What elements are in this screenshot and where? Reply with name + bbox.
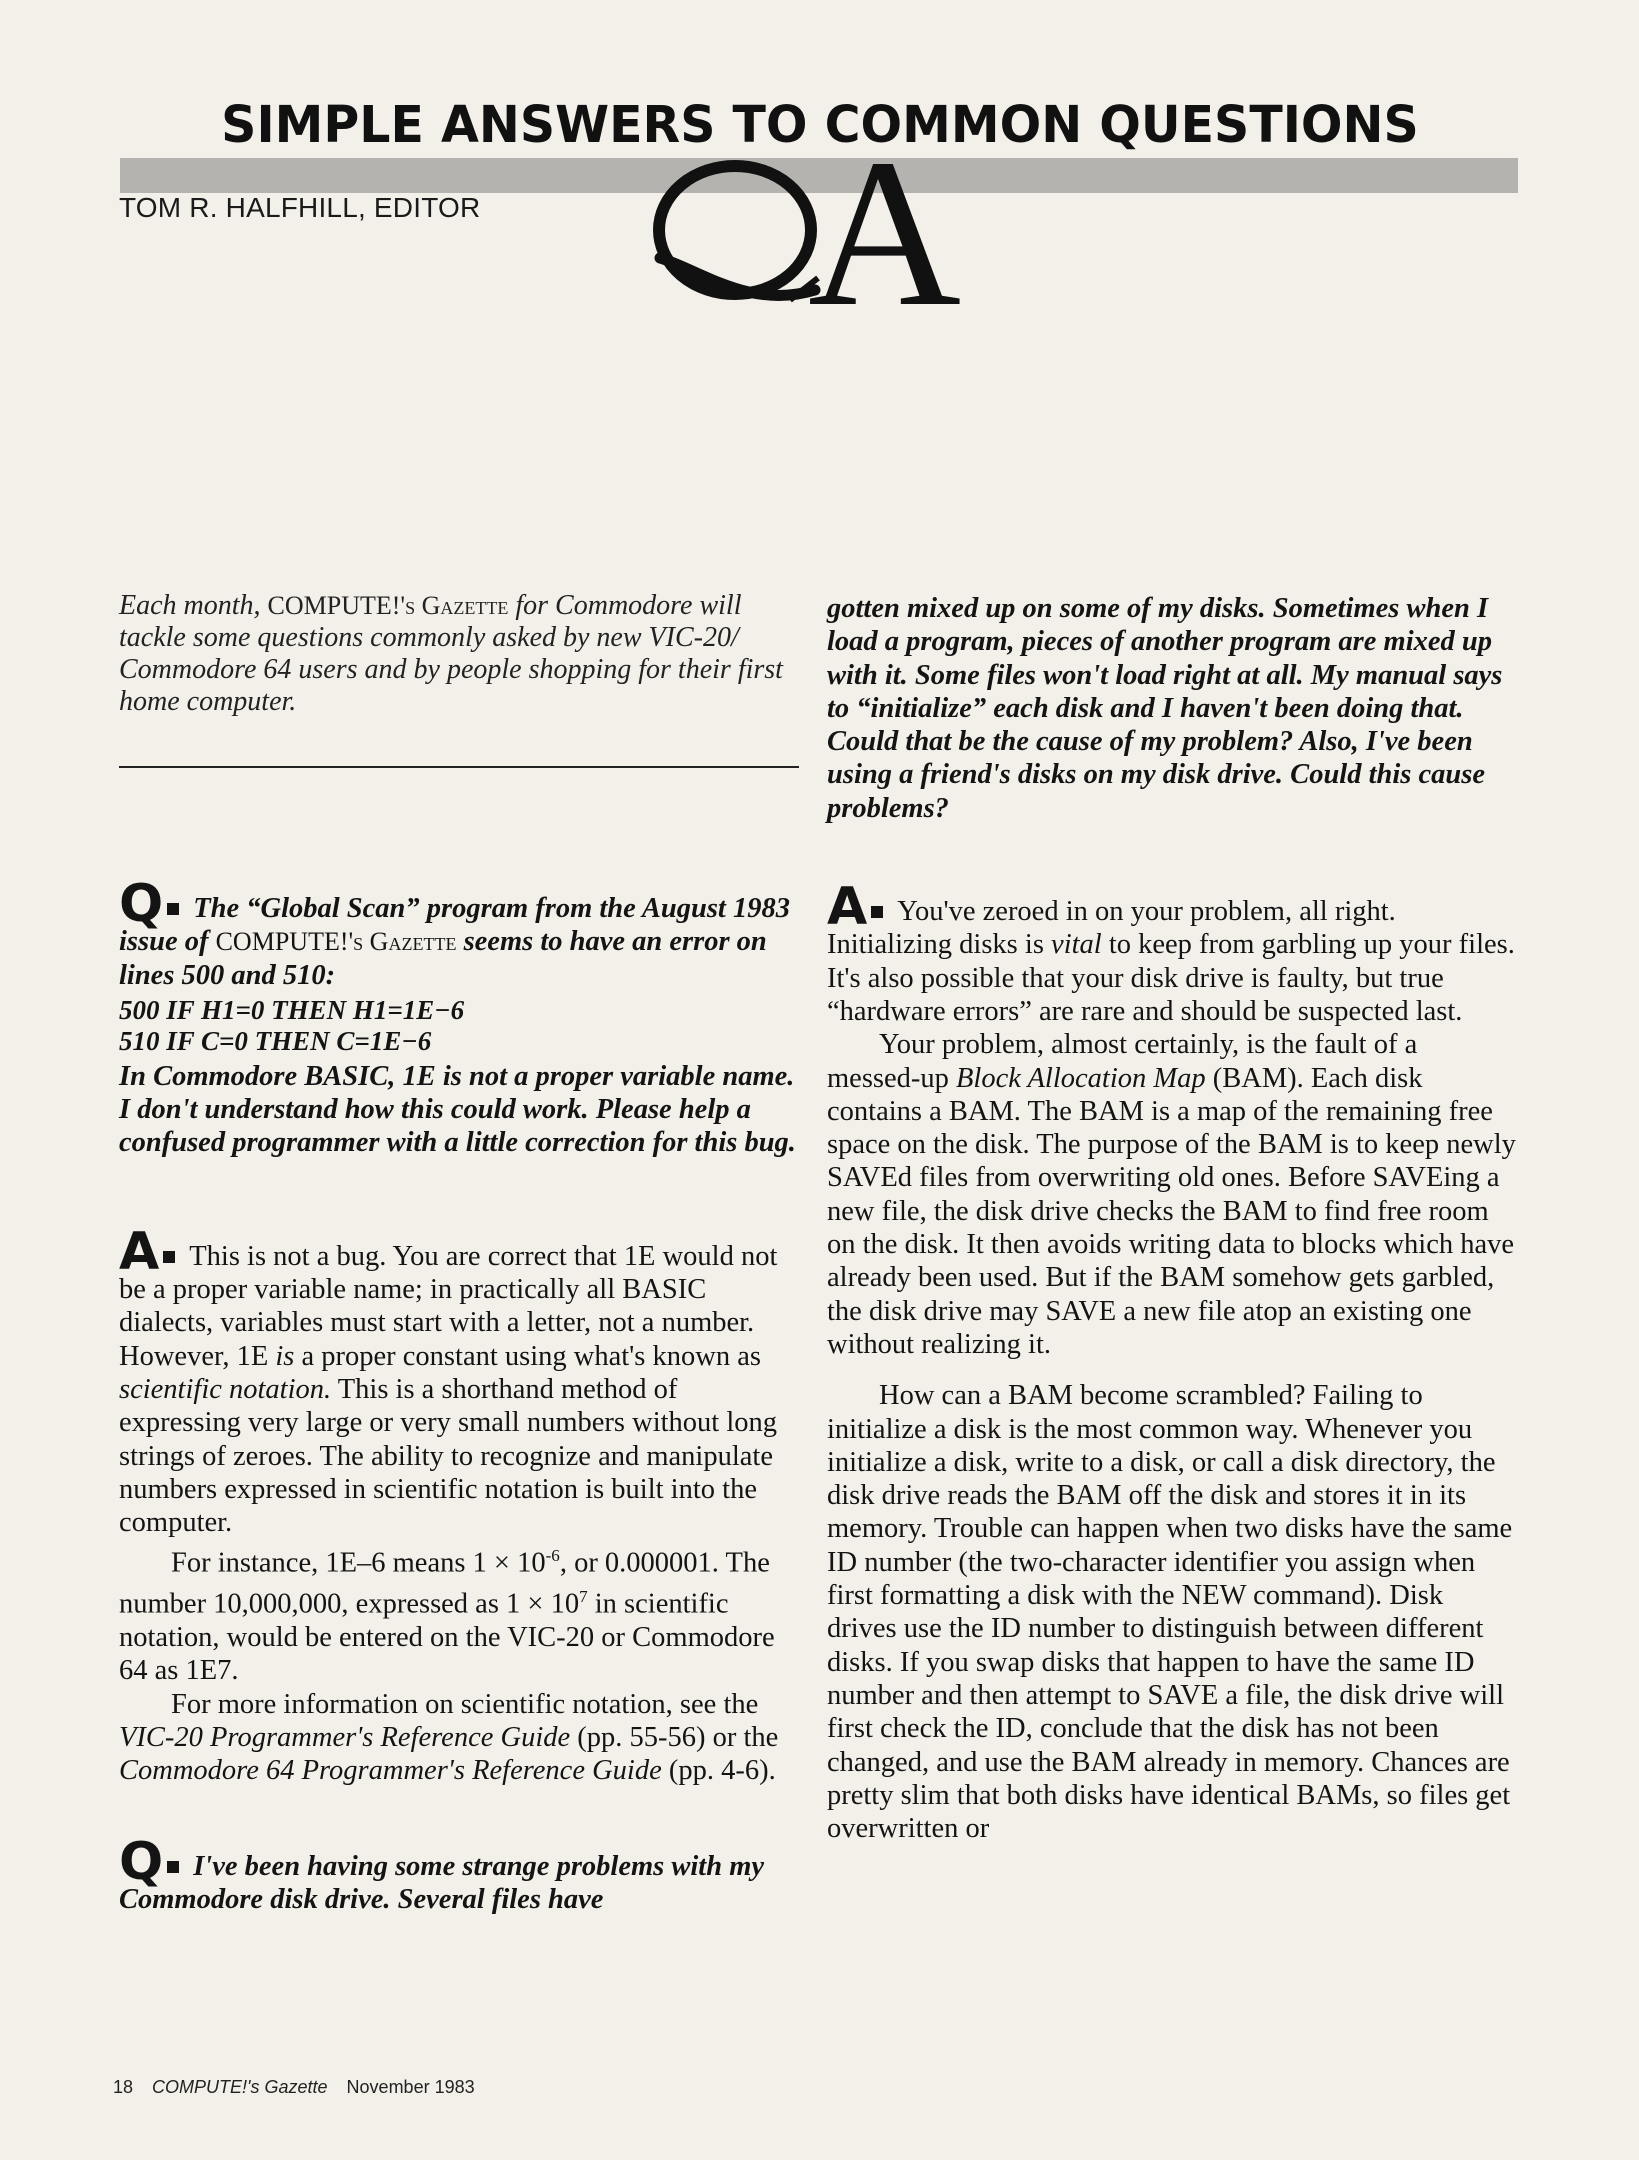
answer-term: scientific notation.	[119, 1373, 332, 1405]
question-text: In Commodore BASIC, 1E is not a proper variable name. I don't understand how this could work. Please help a confused programmer with a little correction for this bug.	[119, 1060, 796, 1159]
answer-text: This is not a bug. You are correct that 1E would not be a proper variable name; in practically all BASIC dialects, variables must start with a letter, not a number. However, 1E	[119, 1240, 778, 1372]
question-2	[119, 1831, 799, 1917]
answer-text: a proper constant using what's known as	[294, 1340, 761, 1372]
qa-logo	[640, 140, 990, 315]
answer-1-paragraph	[119, 1539, 799, 1687]
code-line: 510 IF C=0 THEN C=1E−6	[119, 1025, 432, 1056]
page-title: SIMPLE ANSWERS TO COMMON QUESTIONS	[221, 96, 1419, 155]
a-marker: A	[119, 1221, 160, 1282]
answer-text: (pp. 55-56) or the	[570, 1721, 779, 1753]
answer-term: Block Allocation Map	[956, 1062, 1206, 1094]
footer-date: November 1983	[346, 2077, 475, 2097]
answer-1-paragraph	[119, 1688, 799, 1788]
answer-text: For more information on scientific notation, see the	[171, 1688, 759, 1720]
marker-dot	[167, 903, 179, 915]
intro-text: for Commodore will tackle some questions commonly asked by new VIC-20/ Commodore 64 users and by people shopping for their first home computer.	[119, 590, 783, 717]
question-text: seems to have an error on lines 500 and 510:	[119, 926, 767, 991]
marker-dot	[871, 906, 883, 918]
answer-text: to keep from garbling up your files. It's also possible that your disk drive is faulty, but true “hardware errors” are rare and should be suspected last.	[827, 929, 1515, 1027]
answer-text: This is a shorthand method of expressing very large or very small numbers without long strings of zeroes. The ability to recognize and manipulate numbers expressed in scientific notation is built into the computer.	[119, 1373, 778, 1539]
answer-text: (BAM). Each disk contains a BAM. The BAM is a map of the remaining free space on the disk. The purpose of the BAM is to keep newly SAVEd files from overwriting old ones. Before SAVEing a new file, the disk drive checks the BAM to find free room on the disk. It then avoids writing data to blocks which have already been used. But if the BAM somehow gets garbled, the disk drive may SAVE a new file atop an existing one without realizing it.	[827, 1062, 1516, 1360]
intro-publication: COMPUTE!'s Gazette	[267, 591, 509, 620]
logo-letter-a: A	[808, 140, 962, 315]
answer-emphasis: vital	[1051, 929, 1102, 961]
answer-text: , or 0.000001. The number 10,000,000, expressed as 1 × 10	[119, 1547, 770, 1620]
answer-text: (pp. 4-6).	[661, 1755, 776, 1787]
code-line: 500 IF H1=0 THEN H1=1E−6	[119, 994, 465, 1025]
answer-1-paragraph	[119, 1221, 799, 1540]
exponent: -6	[545, 1546, 560, 1566]
question-2-continued: gotten mixed up on some of my disks. Sometimes when I load a program, pieces of another program are mixed up with it. Some files won't load right at all. My manual says to “initialize” each disk and I haven't been doing that. Could that be the cause of my problem? Also, I've been using a friend's disks on my disk drive. Could this cause problems?	[827, 593, 1503, 824]
intro-text: Each month,	[119, 590, 268, 621]
logo-letter-q	[659, 166, 818, 300]
intro-paragraph	[119, 590, 799, 718]
book-title: VIC-20 Programmer's Reference Guide	[119, 1721, 571, 1753]
left-column	[119, 590, 799, 1916]
answer-2-paragraph	[827, 877, 1517, 1028]
exponent: 7	[579, 1587, 588, 1607]
qa-logo-graphic	[640, 140, 990, 315]
answer-2-paragraph: How can a BAM become scrambled? Failing to initialize a disk is the most common way. Whenever you initialize a disk, write to a disk, or call a disk directory, the disk drive reads the BAM off the disk and stores it in its memory. Trouble can happen when two disks have the same ID number (the two-character identifier you assign when first formatting a disk with the NEW command). Disk drives use the ID number to distinguish between different disks. If you swap disks that happen to have the same ID number and then attempt to SAVE a file, the disk drive will first check the ID, conclude that the disk has not been changed, and use the BAM already in memory. Chances are pretty slim that both disks have identical BAMs, so files get overwritten or	[827, 1380, 1513, 1845]
answer-emphasis: is	[275, 1340, 295, 1372]
page-footer	[113, 2077, 475, 2098]
answer-text: Your problem, almost certainly, is the fault of a messed-up	[827, 1029, 1418, 1094]
byline: TOM R. HALFHILL, EDITOR	[119, 192, 481, 223]
q-marker: Q	[119, 874, 164, 934]
question-text: The “Global Scan” program from the August 1983 issue of	[119, 893, 790, 958]
answer-2-paragraph	[827, 1028, 1517, 1361]
divider-rule	[119, 766, 799, 768]
marker-dot	[163, 1251, 175, 1263]
right-column	[827, 592, 1517, 1845]
question-1	[119, 874, 799, 992]
q-marker: Q	[119, 1831, 164, 1892]
footer-publication: COMPUTE!'s Gazette	[152, 2077, 328, 2097]
marker-dot	[167, 1861, 179, 1873]
book-title: Commodore 64 Programmer's Reference Guide	[119, 1755, 662, 1787]
question-text: I've been having some strange problems with my Commodore disk drive. Several files have	[119, 1850, 765, 1915]
page-number: 18	[113, 2077, 134, 2097]
answer-text: For instance, 1E–6 means 1 × 10	[171, 1547, 546, 1579]
a-marker: A	[827, 877, 868, 938]
question-publication: COMPUTE!'s Gazette	[215, 927, 457, 957]
answer-text: You've zeroed in on your problem, all right. Initializing disks is	[827, 896, 1396, 961]
answer-text: in scientific notation, would be entered on the VIC-20 or Commodore 64 as 1E7.	[119, 1588, 775, 1687]
